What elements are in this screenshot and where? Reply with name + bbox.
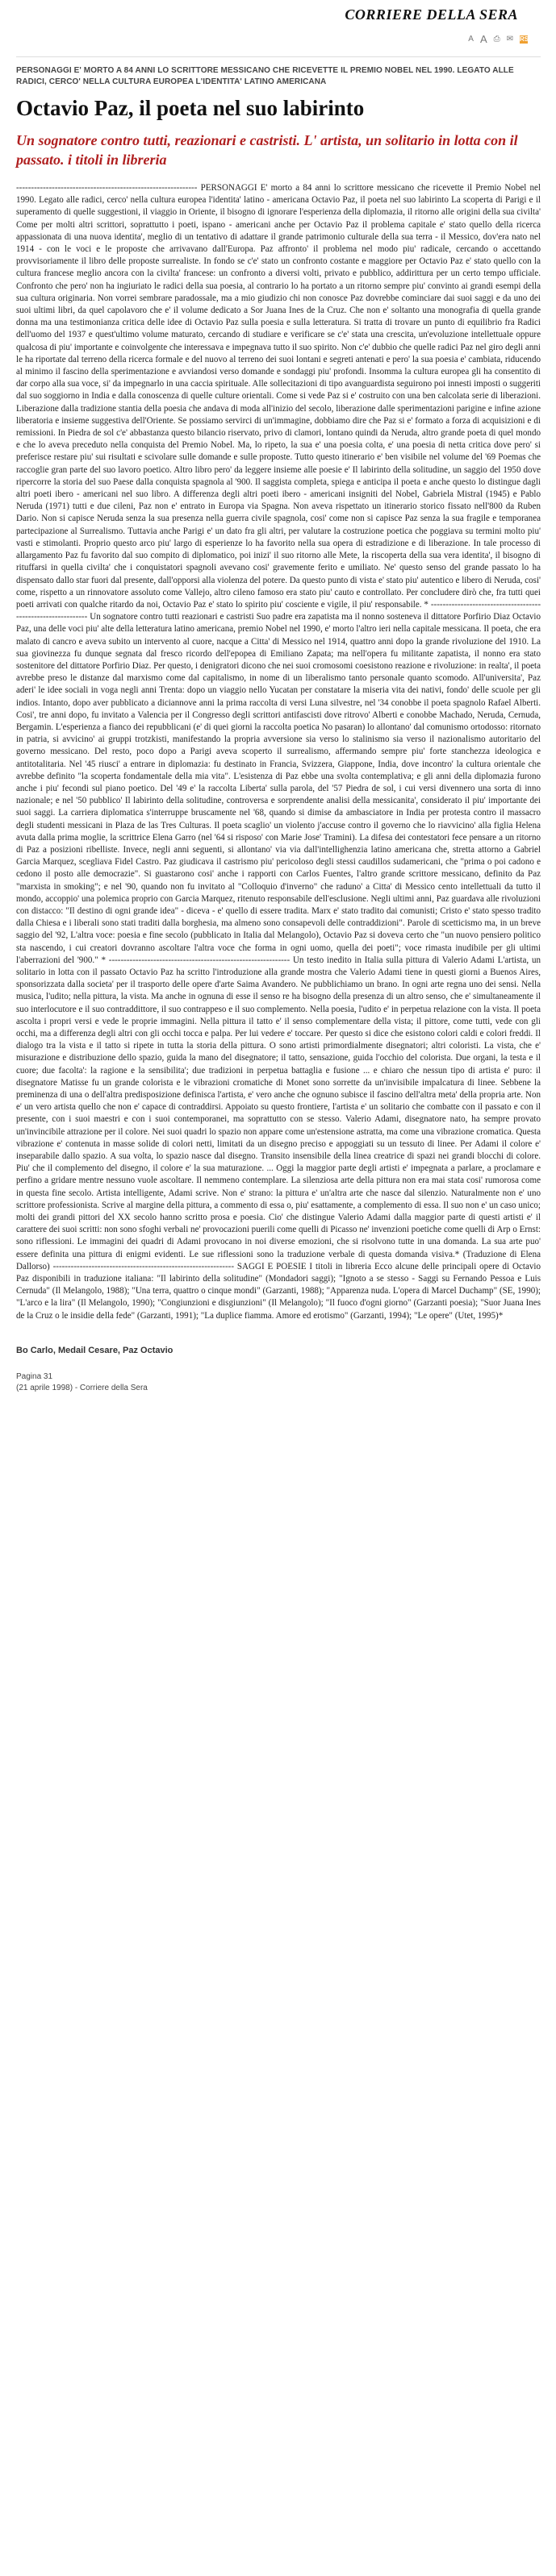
font-decrease-button[interactable]: A	[468, 34, 474, 44]
font-increase-button[interactable]: A	[479, 33, 487, 45]
page-label: Pagina 31	[16, 1371, 53, 1381]
article-title: Octavio Paz, il poeta nel suo labirinto	[16, 96, 365, 120]
email-icon[interactable]: ✉	[506, 34, 513, 44]
print-icon[interactable]: ⎙	[493, 34, 500, 44]
masthead	[16, 0, 541, 57]
newspaper-logo[interactable]: CORRIERE DELLA SERA	[345, 6, 518, 23]
article-body	[16, 182, 541, 1322]
date-source: (21 aprile 1998) - Corriere della Sera	[16, 1383, 148, 1392]
rss-icon[interactable]: RSS	[520, 35, 533, 43]
article-subtitle: Un sognatore contro tutti, reazionari e castristi. L' artista, un solitario in lotta con il passato. i titoli in libreria	[16, 132, 518, 168]
article-meta	[16, 1371, 541, 1394]
article-tools	[468, 33, 533, 45]
article-authors: Bo Carlo, Medail Cesare, Paz Octavio	[16, 1345, 173, 1355]
article-paragraph: ------------------------------------------------------------- PERSONAGGI E' morto a 84 anni lo scrittore messicano che ricevette il Premio Nobel nel 1990. Legato alle radici, cerco' nella cultura europea l'identita' latino - americana Octavio Paz, il poeta nel suo labirinto La scoperta di Parigi e il superamento di quelle suggestioni, il viaggio in Oriente, il bisogno di ignorare l'esperienza della diplomazia, il ritorno alle origini della sua civilta' Come per molti altri scrittori, soprattutto i poeti, ispano - americani anche per Octavio Paz il problema capitale e' stato quello della ricerca appassionata di una nuova identita', meglio di un tentativo di adattare il grande patrimonio culturale della sua terra - il Messico, dov'era nato nel 1914 - con le voci e le proposte che arrivavano dall'Europa. Paz affronto' il problema nel modo piu' radicale, cercando o accettando provvisoriamente il libro delle proposte surrealiste. In fondo se c'e' stato un confronto costante e maggiore per Octavio Paz e' stato quello con la cultura francese meglio ancora con la civilta' francese: un confronto a diversi volti, privato e pubblico, addirittura per un certo tempo ufficiale. Confronto che pero' non ha ingiuriato le radici della sua poesia, al contrario lo ha portato a un ritorno sempre piu' convinto ai grandi esempi della sua cultura originaria. Non vorrei sembrare paradossale, ma a mio giudizio chi non conosce Paz dovrebbe cominciare dai suoi saggi e da uno dei suoi ultimi libri, da quel capolavoro che e' il volume dedicato a Sor Juana Ines de la Cruz. Che non e' soltanto una monografia di quella grande donna ma una testimonianza critica delle idee di Octavio Paz sulla poesia e sulla letteratura. Si tratta di trovare un punto di equilibrio fra Radici dell'uomo del 1937 e quest'ultimo volume maturato, cercando di studiare e verificare se c'e' stata una crescita, un'evoluzione intellettuale oppure qualcosa di piu' importante e coinvolgente che interessava e impegnava tutto il suo spirito. Non c'e' dubbio che quelle radici Paz nel giro degli anni le ha riportate dal terreno della ricerca formale e del nuovo al terreno dei suoi lontani e segreti antenati e pero' la sua poesia e' cambiata, riducendo al minimo il fascino della sperimentazione e avviandosi verso domande e sondaggi piu' profondi. Insomma la cultura europea gli ha consentito di dar corpo alla sua voce, si' da impegnarlo in una caccia spirituale. Alle sollecitazioni di tipo avanguardista seguirono poi innesti imposti o suggeriti dal suo soggiorno in India e dalla conoscenza di quelle culture orientali. Come si vede Paz si e' costruito con una ben calcolata serie di liberazioni. Liberazione dalla tradizione stantia della poesia che andava di moda all'inizio del secolo, liberazione dalle sperimentazioni parigine e infine azione liberatoria e insieme suggestiva dell'Oriente. Se possiamo servirci di un'immagine, dobbiamo dire che Paz si e' formato a forza di acquisizioni e di remissioni. In Piedra de sol c'e' abbastanza questo bilancio riservato, privo di clamori, lontano quindi da Neruda, altro grande poeta di quel mondo e che lo aveva preceduto nella conquista del Premio Nobel. Ma, lo ripeto, la sua e' una poesia colta, e' una poesia di netta critica dove pero' si preferisce restare piu' sui risultati e scivolare sulle domande e sulle proposte. Tutto questo itinerario e' ben visibile nel volume del '69 Poemas che raccoglie gran parte del suo lavoro poetico. Altro libro pero' da leggere insieme alle poesie e' Il labirinto della solitudine, un saggio del 1950 dove ripercorre la storia del suo Paese dalla conquista spagnola al '900. Il saggista completa, spiega e anticipa il poeta e anche questo lo distingue dagli altri poeti ibero - americani nel suo libro. A differenza degli altri poeti ibero - americani insigniti del Nobel, Gabriela Mistral (1945) e Pablo Neruda (1971) tutti e due cileni, Paz non e' entrato in Europa via Spagna. Non aveva rispettato un itinerario storico fissato nell'800 da Ruben Dario. Non si capisce Neruda senza la sua presenza nella guerra civile spagnola, cosi' come non si capisce Paz senza la sua fragile e temporanea partecipazione al Surrealismo. Tuttavia anche Parigi e' un dato fra gli altri, per valutare la costruzione poetica che poggiava su termini molto piu' vasti e stimolanti. Proprio questo arco piu' largo di esperienze lo ha favorito nella sua opera di estradizione e di liberazione. In tale processo di allargamento Paz fu favorito dal suo compito di diplomatico, poi inizi' il suo ritorno alle Mete, la riscoperta della sua vera identita', il bisogno di rituffarsi in quella civilta' che i conquistatori spagnoli avevano cosi' gravemente ferito e umiliato. Ne' questo senso del grande passato lo ha dispensato dallo star fuori dal presente, dall'opporsi alla violenza del potere. Da questo punto di vista e' stato piu' autentico e libero di Neruda, cosi' come, rispetto a un rinnovatore assoluto come Vallejo, altro cileno famoso era stato piu' cauto e controllato. Per concludere dirò che, fra tutti quei poeti arrivati con qualche ritardo da noi, Octavio Paz e' stato lo spirito piu' cosciente e vigile, il piu' responsabile. * ------------------------------------------------------------- Un sognatore contro tutti reazionari e castristi Suo padre era zapatista ma il nonno sosteneva il dittatore Porfirio Diaz Octavio Paz, una delle voci piu' alte della letteratura latino americana, premio Nobel nel 1990, e' morto l'altro ieri nella capitale messicana. Il poeta, che era malato di cancro e aveva subito un intervento al cuore, nacque a Citta' di Messico nel 1914, quattro anni dopo la grande rivoluzione del 1910. La sua giovinezza fu dunque segnata dal fresco ricordo dell'epopea di Emiliano Zapata; ma nell'opera fu militante zapatista, il nonno era stato sostenitore del dittatore Porfirio Diaz. Per questo, i denigratori dicono che nei suoi cromosomi coesistono reazione e rivoluzione: in realta', il poeta avrebbe preso le distanze dal marxismo come dal capitalismo, in nome di un liberalismo tanto personale quanto scomodo. All'universita', Paz aderi' le idee sociali in voga negli anni Trenta: dopo un viaggio nello Yucatan per constatare la miseria vita dei nativi, fondo' delle scuole per gli indios. Intanto, dopo aver pubblicato a diciannove anni la prima raccolta di versi Luna silvestre, nel '34 conobbe il poeta spagnolo Rafael Alberti. Cosi', tre anni dopo, fu invitato a Valencia per il Congresso degli scrittori antifascisti dove ritrovo' Alberti e conobbe Machado, Neruda, Cernuda, Bergamin. L'esperienza a fianco dei repubblicani (e' di quei giorni la raccolta poetica No pasaran) lo allontano' dal comunismo ortodosso: ritornato in patria, si avvicino' ai gruppi trotzkisti, manifestando la propria avversione sia verso lo stalinismo sia verso il nazionalismo autoritario del governo messicano. Del resto, poco dopo a Parigi aveva scoperto il surrealismo, affermando sempre piu' forte stanchezza ideologica e antitotalitaria. Nel '45 riusci' a entrare in diplomazia: fu destinato in Francia, Svizzera, Giappone, India, dove incontro' la cultura orientale che avrebbe definito "la scoperta fondamentale della mia vita". L'esistenza di Paz ebbe una svolta contemplativa; e gli anni della diplomazia furono anche i piu' fecondi sul piano poetico. Del '49 e' la raccolta Liberta' sulla parola, del '57 Piedra de sol, i cui versi divennero una sorta di inno nazionale; e nel '50 pubblico' Il labirinto della solitudine, controversa e sorprendente analisi della messicanita', considerato il piu' importante dei suoi saggi. La carriera diplomatica s'interruppe bruscamente nel '68, quando si dimise da ambasciatore in India per protesta contro il massacro degli studenti messicani in Plaza de las Tres Culturas. Il poeta scaglio' un violento j'accuse contro il governo che lo riavvicino' alla figlia Helena avuta dalla prima moglie, la scrittrice Elena Garro (nel '64 si risposo' con Marie Jose' Tramini). La difesa dei contestatori fece pensare a un ritorno di Paz a posizioni ribelliste. Invece, negli anni seguenti, si allontano' via via dall'intellighenzia latino americana che, stretta attorno a Gabriel Garcia Marquez, scegliava Fidel Castro. Paz giudicava il castrismo piu' pericoloso degli stessi caudillos sudamericani, che "prima o poi cadono e cedono il posto alle democrazie". Si guastarono cosi' anche i rapporti con Carlos Fuentes, l'altro grande scrittore messicano, definito da Paz "marxista in smoking"; e nel '90, quando non fu invitato al "Colloquio d'inverno" che raduno' a Citta' di Messico cento intellettuali da tutto il mondo, accoppio' una polemica proprio con Garcia Marquez, ritenuto responsabile dell'esclusione. Negli ultimi anni, Paz guardava alle rivoluzioni con distacco: "Il destino di ogni grande idea" - diceva - e' quello di essere tradita. Marx e' stato tradito dai comunisti; Cristo e' stato spesso tradito dalla Chiesa e i liberali sono stati traditi dalla borghesia, ma almeno sono consapevoli delle contraddizioni". Parole di scetticismo ma, in un breve saggio del '92, L'altra voce: poesia e fine secolo (pubblicato in Italia dal Melangolo), Octavio Paz si doveva certo che "un nuovo pensiero politico sta nascendo, i cui creatori dovranno ascoltare l'altra voce che forma in ogni uomo, quella dei poeti"; voce rimasta inudibile per gli ultimi l'aberrazioni del '900." * ------------------------------------------------------------- Un testo inedito in Italia sulla pittura di Valerio Adami L'artista, un solitario in lotta con il passato Octavio Paz ha scritto l'introduzione alla grande mostra che Valerio Adami tiene in questi giorni a Buenos Aires, sponsorizzata dalla societa' per il trasporto delle opere d'arte Saima Avandero. Ne pubblichiamo un brano. In ogni arte regna uno dei sensi. Nella musica, l'udito; nella pittura, la vista. Ma anche in ognuna di esse il senso re ha bisogno della presenza di un altro senso, che e' simultaneamente il suo interlocutore e il suo contraddittore, il suo contrappeso e il suo complemento. Nella poesia, l'udito e' in perpetua relazione con la vista. Il poeta ascolta i propri versi e vede le proprie immagini. Nella pittura il tatto e' il senso complementare della vista; il pittore, come tutti, vede con gli occhi, ma a differenza degli altri con gli occhi tocca e palpa. Per lui vedere e' toccare. Per questo si dice che esistono colori caldi e colori freddi. Il dialogo tra la vista e il tatto si ripete in tutta la storia della pittura. O sono artisti primordialmente disegnatori; altri coloristi. La vista, che e' misurazione e distribuzione dello spazio, guida la mano del disegnatore; il tatto, sensazione, guida l'occhio del colorista. Due organi, la testa e il cuore; due facolta': la ragione e la sensibilita'; due tradizioni in perpetua battaglia e fusione ... e chiaro che nessun tipo di artista e' puro: il disegnatore Matisse fu un grande colorista e le vibrazioni cromatiche di Monet sono sorrette da un'invisibile impalcatura di linee. Sebbene la preminenza di una o dell'altra predisposizione definisca l'artista, e' vero anche che ognuno subisce il fascino dell'altra meta' della propria arte. Non e' un vero artista quello che non e' capace di contraddirsi. Appoiato su questo frontiere, l'artista e' un solitario che combatte con il passato e con il presente, con i suoi maestri e con i suoi contemporanei, ma soprattutto con se stesso. Valerio Adami, disegnatore nato, ha sempre provato un'invincibile attrazione per il colore. Nei suoi quadri lo spazio non appare come un'estensione astratta, ma come una vibrazione cromatica. Questa vibrazione e' contenuta in masse solide di colori netti, limitati da un disegno preciso e appoggiati su un tessuto di linee. Per Adami il colore e' inseparabile dallo spazio. A sua volta, lo spazio nasce dal disegno. Transito insensibile della linea creatrice di spazi nei grandi blocchi di colore. Piu' che il complemento del disegno, il colore e' la sua maturazione. ... Oggi la maggior parte degli artisti e' impegnata a parlare, a proclamare e perfino a gridare mentre nessuno vuole ascoltare. Il nemmeno contemplare. La silenziosa arte della pittura non era mai stata cosi' rumorosa come in questa fine secolo. Artista intelligente, Adami scrive. Non e' strano: la pittura e' un'altra arte che nasce dal silenzio. Naturalmente non e' uno scrittore professionista. Scrive al margine della pittura, a commento di essa o, piu' esattamente, a complemento di essa. Il suo non e' un caso unico; molti dei grandi pittori del XX secolo hanno scritto prosa e poesia. Cio' che distingue Valerio Adami dalla maggior parte di questi artisti e' il carattere dei suoi scritti: non sono sfoghi verbali ne' provocazioni puerili come quelli di Picasso ne' invenzioni poetiche come quelli di Arp o Ernst: sono riflessioni. Le immagini dei quadri di Adami provocano in noi diverse emozioni, che si risolvono tutte in una domanda. La sua arte puo' essere definita una pittura di enigmi evidenti. Le sue riflessioni sono la traduzione verbale di questa domanda visiva.* (Traduzione di Elena Dallorso) ------------------------------------------------------------- SAGGI E POESIE I titoli in libreria Ecco alcune delle principali opere di Octavio Paz disponibili in traduzione italiana: "Il labirinto della solitudine" (Mondadori saggi); "Ignoto a se stesso - Saggi su Fernando Pessoa e Luis Cernuda" (Il Melangolo, 1988); "Una terra, quattro o cinque mondi" (Garzanti, 1988); "Apparenza nuda. L'opera di Marcel Duchamp" (SE, 1990); "L'arco e la lira" (Il Melangolo, 1990); "Congiunzioni e disgiunzioni" (Il Melangolo); "Il fuoco d'ogni giorno" (Garzanti poesia); "Suor Juana Ines de la Cruz o le insidie della fede" (Garzanti, 1991); "La duplice fiamma. Amore ed erotismo" (Garzanti, 1994); "Le opere" (Utet, 1995)*	[16, 183, 541, 1321]
article-kicker: PERSONAGGI E' MORTO A 84 ANNI LO SCRITTORE MESSICANO CHE RICEVETTE IL PREMIO NOBEL NEL 1990. LEGATO ALLE RADICI, CERCO' NELLA CULTURA EUROPEA L'IDENTITA' LATINO AMERICANA	[16, 66, 514, 86]
